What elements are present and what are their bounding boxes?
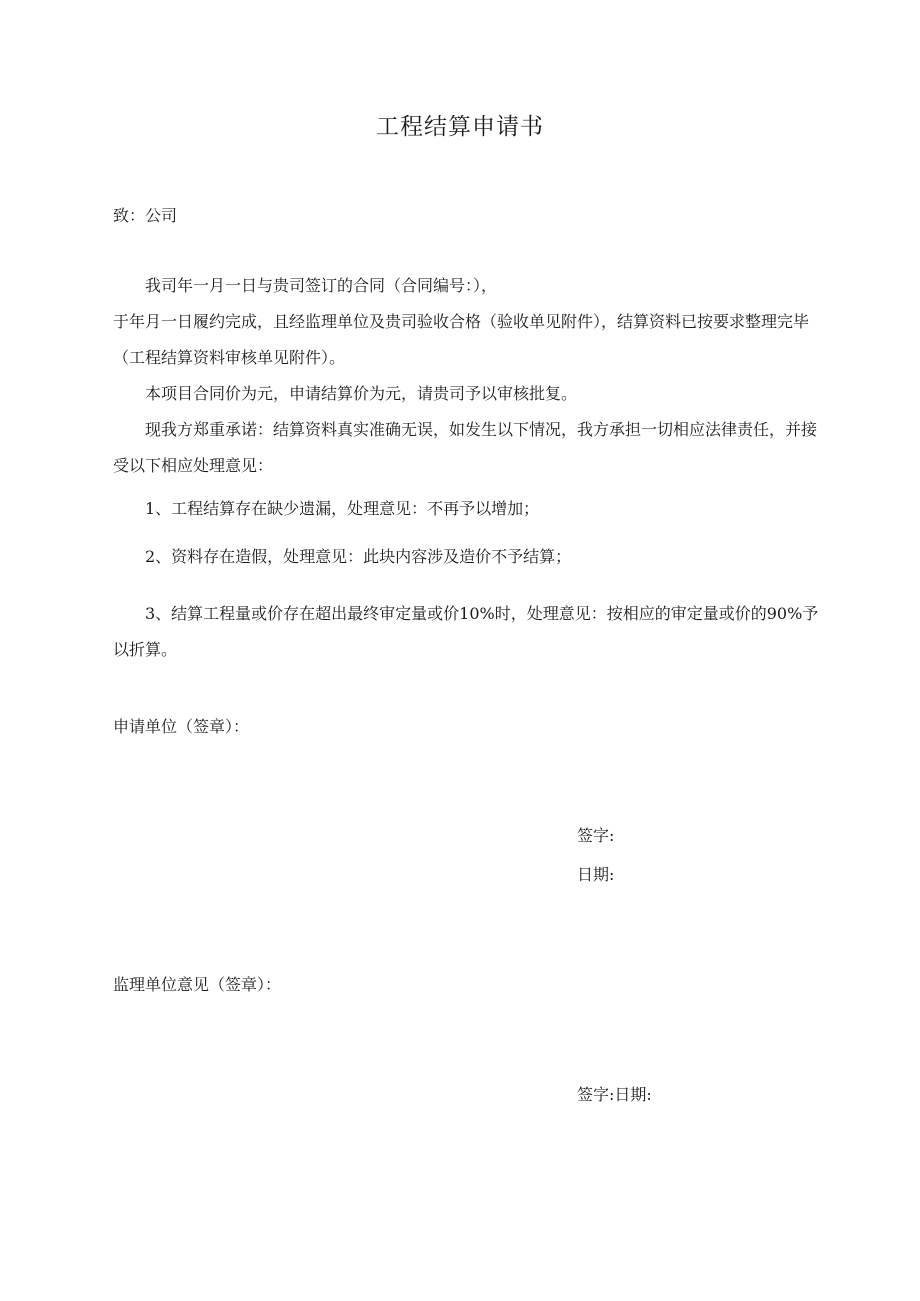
applicant-seal-label: 申请单位（签章）： <box>113 717 250 736</box>
list-item: 3、结算工程量或价存在超出最终审定量或价10%时，处理意见：按相应的审定量或价的90%予以折算。 <box>113 604 819 659</box>
list-item: 2、资料存在造假，处理意见：此块内容涉及造价不予结算； <box>145 547 572 566</box>
paragraph-line: 我司年一月一日与贵司签订的合同（合同编号：）， <box>145 276 498 295</box>
supervisor-seal-label: 监理单位意见（签章）： <box>113 975 282 994</box>
recipient-line: 致：公司 <box>113 206 178 225</box>
supervisor-signature-date-label: 签字:日期: <box>577 1085 652 1104</box>
list-item: 1、工程结算存在缺少遗漏，处理意见：不再予以增加； <box>145 499 540 518</box>
paragraph-contract-info <box>113 268 829 376</box>
applicant-date-label: 日期: <box>577 865 615 884</box>
applicant-signature-label: 签字: <box>577 826 615 845</box>
paragraph-price: 本项目合同价为元，申请结算价为元，请贵司予以审核批复。 <box>145 384 578 403</box>
paragraph-line: 于年月一日履约完成，且经监理单位及贵司验收合格（验收单见附件），结算资料已按要求整理完毕（工程结算资料审核单见附件）。 <box>113 312 810 367</box>
paragraph-commitment: 现我方郑重承诺：结算资料真实准确无误，如发生以下情况，我方承担一切相应法律责任，并接受以下相应处理意见： <box>113 420 818 475</box>
document-title: 工程结算申请书 <box>376 114 544 140</box>
